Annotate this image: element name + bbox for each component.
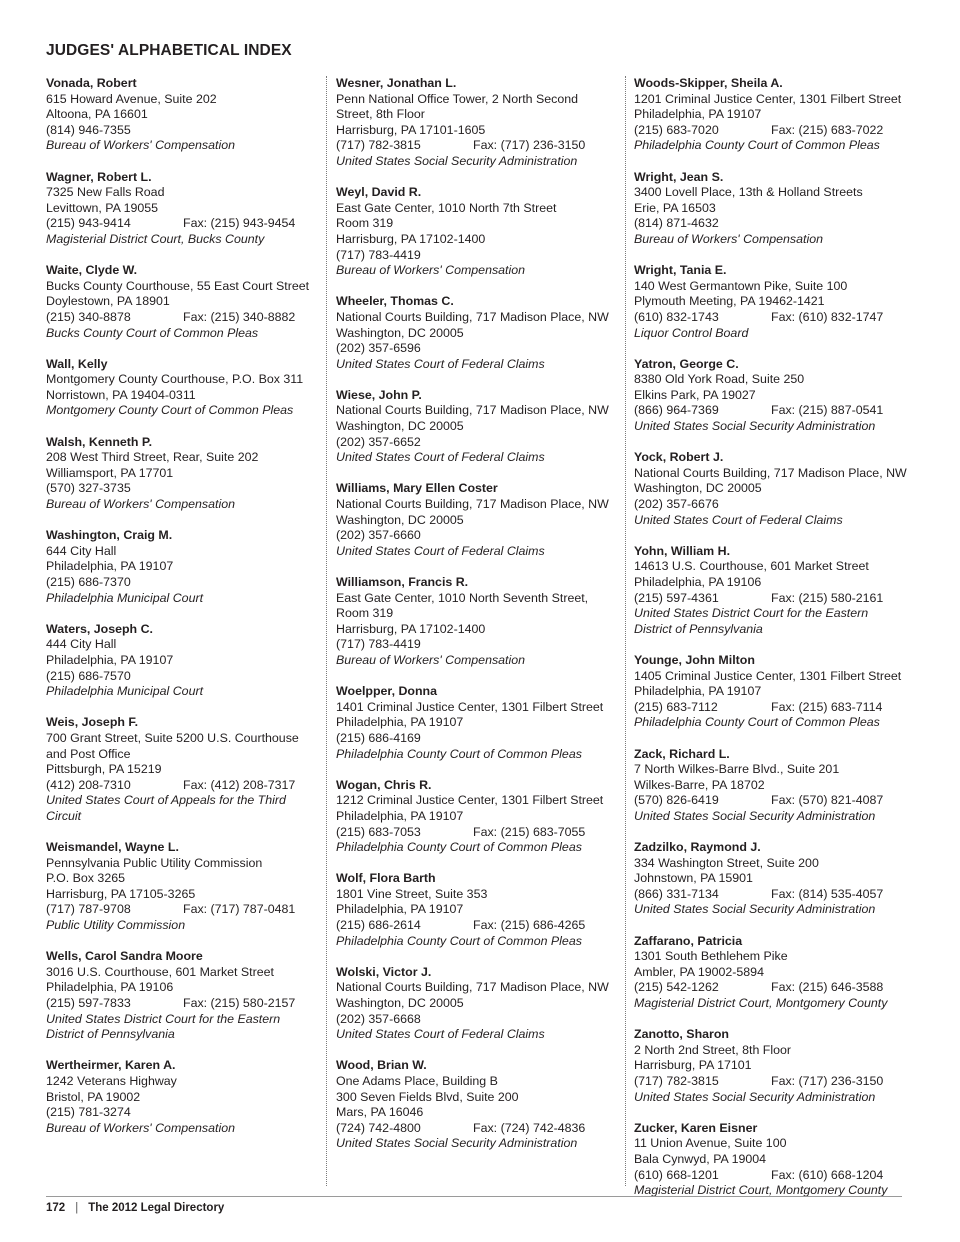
address-line: (814) 871-4632: [634, 216, 719, 231]
court-name: Public Utility Commission: [46, 918, 186, 933]
address-line: Plymouth Meeting, PA 19462-1421: [634, 294, 825, 309]
address-line: Philadelphia, PA 19107: [634, 684, 762, 699]
court-name: United States Court of Federal Claims: [336, 356, 545, 371]
judge-name: Waite, Clyde W.: [46, 263, 138, 278]
address-line: Norristown, PA 19404-0311: [46, 387, 196, 402]
judge-entry: [46, 528, 326, 606]
address-line: 334 Washington Street, Suite 200: [634, 855, 819, 870]
page-number: 172: [46, 1202, 66, 1214]
court-name: Magisterial District Court, Montgomery County: [634, 1183, 888, 1198]
fax-number: Fax: (717) 236-3150: [771, 1074, 884, 1088]
phone-number: (570) 826-6419: [634, 793, 719, 808]
address-line: Philadelphia, PA 19107: [46, 652, 174, 667]
address-line: Erie, PA 16503: [634, 200, 716, 215]
phone-number: (610) 832-1743: [634, 309, 719, 324]
court-name: Bureau of Workers' Compensation: [46, 497, 235, 512]
publication-title: The 2012 Legal Directory: [88, 1202, 225, 1214]
judge-entry: [46, 949, 326, 1043]
judge-name: Wright, Tania E.: [634, 263, 727, 278]
judge-name: Yohn, William H.: [634, 543, 731, 558]
judge-name: Wall, Kelly: [46, 356, 108, 371]
address-line: 300 Seven Fields Blvd, Suite 200: [336, 1089, 519, 1104]
address-line: National Courts Building, 717 Madison Place, NW: [336, 980, 609, 995]
phone-number: (717) 782-3815: [336, 138, 421, 153]
judge-name: Zadzilko, Raymond J.: [634, 840, 761, 855]
address-line: 1801 Vine Street, Suite 353: [336, 886, 488, 901]
court-name: United States Court of Federal Claims: [336, 543, 545, 558]
court-name: United States Court of Appeals for the Third Circuit: [46, 793, 286, 823]
phone-number: (215) 597-7833: [46, 996, 131, 1011]
address-line: Mars, PA 16046: [336, 1105, 424, 1120]
phone-fax-row: [634, 1168, 904, 1184]
judge-name: Wolski, Victor J.: [336, 964, 432, 979]
phone-number: (215) 597-4361: [634, 590, 719, 605]
phone-number: (215) 683-7020: [634, 122, 719, 137]
phone-fax-row: [336, 918, 625, 934]
address-line: Williamsport, PA 17701: [46, 465, 174, 480]
column-1: [46, 76, 326, 1186]
judge-entry: [634, 1121, 904, 1199]
address-line: Washington, DC 20005: [336, 325, 464, 340]
address-line: (215) 686-4169: [336, 730, 421, 745]
court-name: Bureau of Workers' Compensation: [336, 263, 526, 278]
address-line: East Gate Center, 1010 North Seventh Street,: [336, 590, 589, 605]
address-line: 1212 Criminal Justice Center, 1301 Filbert Street: [336, 793, 604, 808]
address-line: Philadelphia, PA 19106: [634, 575, 762, 589]
judge-name: Weis, Joseph F.: [46, 715, 139, 730]
judge-entry: [634, 76, 904, 154]
judge-name: Woods-Skipper, Sheila A.: [634, 76, 783, 90]
judge-name: Younge, John Milton: [634, 652, 755, 667]
address-line: Elkins Park, PA 19027: [634, 387, 756, 402]
address-line: (202) 357-6596: [336, 341, 421, 356]
court-name: Philadelphia County Court of Common Pleas: [336, 840, 582, 855]
address-line: Pittsburgh, PA 15219: [46, 762, 162, 777]
judge-entry: [634, 263, 904, 341]
address-line: (202) 357-6652: [336, 434, 421, 449]
court-name: Liquor Control Board: [634, 325, 749, 340]
phone-fax-row: [336, 1121, 625, 1137]
address-line: 444 City Hall: [46, 637, 117, 652]
address-line: Harrisburg, PA 17102-1400: [336, 231, 486, 246]
judge-name: Wells, Carol Sandra Moore: [46, 949, 203, 964]
address-line: (814) 946-7355: [46, 122, 131, 137]
fax-number: Fax: (215) 683-7022: [771, 122, 884, 137]
court-name: Bucks County Court of Common Pleas: [46, 325, 259, 340]
judge-entry: [336, 575, 625, 669]
phone-fax-row: [336, 825, 625, 841]
address-line: Pennsylvania Public Utility Commission: [46, 855, 263, 870]
judge-name: Zanotto, Sharon: [634, 1027, 729, 1042]
address-line: Bristol, PA 19002: [46, 1089, 141, 1104]
address-line: (202) 357-6676: [634, 497, 719, 512]
address-line: National Courts Building, 717 Madison Place, NW: [336, 403, 609, 418]
court-name: Philadelphia County Court of Common Pleas: [336, 746, 582, 761]
address-line: National Courts Building, 717 Madison Place, NW: [336, 497, 609, 512]
judge-entry: [336, 1058, 625, 1152]
judge-name: Wolf, Flora Barth: [336, 871, 436, 886]
phone-number: (215) 683-7112: [634, 699, 718, 714]
fax-number: Fax: (215) 943-9454: [183, 216, 296, 231]
judge-entry: [634, 934, 904, 1012]
fax-number: Fax: (814) 535-4057: [771, 886, 884, 901]
address-line: Harrisburg, PA 17102-1400: [336, 621, 486, 636]
phone-number: (866) 964-7369: [634, 403, 719, 418]
fax-number: Fax: (610) 668-1204: [771, 1167, 884, 1182]
fax-number: Fax: (215) 686-4265: [473, 918, 586, 933]
fax-number: Fax: (215) 646-3588: [771, 980, 884, 995]
address-line: 14613 U.S. Courthouse, 601 Market Street: [634, 559, 869, 574]
address-line: 7 North Wilkes-Barre Blvd., Suite 201: [634, 762, 840, 777]
fax-number: Fax: (215) 887-0541: [771, 403, 884, 418]
judge-entry: [46, 170, 326, 248]
court-name: Philadelphia County Court of Common Pleas: [634, 715, 880, 730]
judge-entry: [46, 1058, 326, 1136]
court-name: Bureau of Workers' Compensation: [46, 1120, 235, 1135]
address-line: and Post Office: [46, 746, 131, 761]
address-line: 2 North 2nd Street, 8th Floor: [634, 1042, 792, 1057]
address-line: 644 City Hall: [46, 543, 117, 558]
address-line: 7325 New Falls Road: [46, 185, 165, 200]
address-line: 1301 South Bethlehem Pike: [634, 949, 788, 964]
address-line: Bucks County Courthouse, 55 East Court Street: [46, 278, 310, 293]
address-line: 1401 Criminal Justice Center, 1301 Filbert Street: [336, 699, 604, 714]
address-line: Harrisburg, PA 17101-1605: [336, 122, 486, 137]
address-line: (202) 357-6668: [336, 1011, 421, 1026]
judge-name: Williamson, Francis R.: [336, 575, 469, 589]
judge-name: Wood, Brian W.: [336, 1058, 427, 1073]
judge-entry: [336, 778, 625, 856]
court-name: United States Court of Federal Claims: [634, 512, 843, 527]
address-line: Wilkes-Barre, PA 18702: [634, 777, 765, 792]
phone-number: (215) 686-2614: [336, 918, 421, 933]
judge-name: Wagner, Robert L.: [46, 169, 152, 184]
court-name: Philadelphia Municipal Court: [46, 684, 204, 699]
judge-entry: [46, 715, 326, 824]
phone-number: (215) 943-9414: [46, 216, 131, 231]
judge-name: Zucker, Karen Eisner: [634, 1120, 758, 1135]
court-name: Bureau of Workers' Compensation: [46, 138, 235, 153]
address-line: Philadelphia, PA 19107: [336, 715, 464, 730]
judge-entry: [46, 357, 326, 419]
fax-number: Fax: (717) 236-3150: [473, 138, 586, 153]
judge-name: Wiese, John P.: [336, 387, 422, 402]
fax-number: Fax: (215) 580-2161: [771, 590, 884, 605]
address-line: Street, 8th Floor: [336, 107, 425, 122]
address-line: National Courts Building, 717 Madison Place, NW: [634, 465, 907, 480]
address-line: 208 West Third Street, Rear, Suite 202: [46, 450, 259, 465]
judge-name: Vonada, Robert: [46, 76, 137, 90]
judge-entry: [336, 294, 625, 372]
judge-name: Washington, Craig M.: [46, 528, 173, 543]
phone-number: (610) 668-1201: [634, 1167, 719, 1182]
judge-name: Walsh, Kenneth P.: [46, 434, 153, 449]
court-name: Bureau of Workers' Compensation: [336, 652, 526, 667]
phone-fax-row: [634, 591, 904, 607]
court-name: United States Social Security Administration: [634, 419, 876, 434]
judge-entry: [336, 481, 625, 559]
judge-entry: [336, 871, 625, 949]
judge-name: Yock, Robert J.: [634, 450, 724, 465]
address-line: Philadelphia, PA 19107: [46, 559, 174, 574]
fax-number: Fax: (610) 832-1747: [771, 309, 884, 324]
address-line: 1242 Veterans Highway: [46, 1074, 177, 1088]
phone-fax-row: [634, 793, 904, 809]
address-line: Doylestown, PA 18901: [46, 294, 170, 309]
address-line: Washington, DC 20005: [634, 481, 762, 496]
judge-entry: [46, 76, 326, 154]
phone-fax-row: [46, 996, 326, 1012]
address-line: Room 319: [336, 216, 394, 231]
court-name: United States Social Security Administration: [634, 808, 876, 823]
judge-entry: [46, 435, 326, 513]
fax-number: Fax: (717) 787-0481: [183, 902, 296, 917]
judge-name: Zack, Richard L.: [634, 746, 730, 761]
address-line: 140 West Germantown Pike, Suite 100: [634, 278, 848, 293]
judge-entry: [634, 544, 904, 638]
address-line: (215) 686-7570: [46, 668, 131, 683]
phone-fax-row: [634, 980, 904, 996]
judge-entry: [634, 450, 907, 528]
address-line: (717) 783-4419: [336, 637, 421, 652]
court-name: United States District Court for the Eastern District of Pennsylvania: [634, 606, 869, 636]
judge-entry: [634, 840, 904, 918]
court-name: Bureau of Workers' Compensation: [634, 231, 823, 246]
address-line: 1405 Criminal Justice Center, 1301 Filbert Street: [634, 668, 902, 683]
address-line: One Adams Place, Building B: [336, 1074, 498, 1088]
fax-number: Fax: (570) 821-4087: [771, 793, 884, 808]
phone-fax-row: [336, 138, 625, 154]
address-line: Harrisburg, PA 17105-3265: [46, 886, 196, 901]
judge-name: Wogan, Chris R.: [336, 777, 432, 792]
judge-entry: [336, 185, 625, 279]
judge-name: Woelpper, Donna: [336, 684, 438, 699]
address-line: Harrisburg, PA 17101: [634, 1058, 752, 1073]
judge-name: Wesner, Jonathan L.: [336, 76, 457, 90]
address-line: (570) 327-3735: [46, 481, 131, 496]
address-line: 700 Grant Street, Suite 5200 U.S. Courthouse: [46, 730, 299, 745]
address-line: Altoona, PA 16601: [46, 107, 148, 122]
fax-number: Fax: (215) 683-7114: [771, 699, 883, 714]
address-line: Room 319: [336, 606, 394, 621]
address-line: Levittown, PA 19055: [46, 200, 159, 215]
judge-entry: [634, 653, 904, 731]
judge-entry: [46, 622, 326, 700]
court-name: Philadelphia County Court of Common Pleas: [634, 138, 880, 153]
phone-number: (215) 542-1262: [634, 980, 719, 995]
address-line: 615 Howard Avenue, Suite 202: [46, 91, 217, 106]
judge-name: Zaffarano, Patricia: [634, 933, 743, 948]
court-name: Magisterial District Court, Montgomery County: [634, 996, 888, 1011]
address-line: Philadelphia, PA 19107: [634, 107, 762, 122]
address-line: Penn National Office Tower, 2 North Second: [336, 91, 579, 106]
page-title: JUDGES' ALPHABETICAL INDEX: [46, 42, 292, 59]
address-line: P.O. Box 3265: [46, 871, 125, 886]
judge-entry: [634, 170, 904, 248]
judge-entry: [46, 263, 326, 341]
judge-entry: [634, 1027, 904, 1105]
judge-entry: [634, 357, 904, 435]
address-line: 8380 Old York Road, Suite 250: [634, 372, 805, 387]
judge-name: Williams, Mary Ellen Coster: [336, 481, 498, 496]
phone-fax-row: [634, 403, 904, 419]
judge-name: Wheeler, Thomas C.: [336, 294, 454, 309]
court-name: Philadelphia County Court of Common Pleas: [336, 933, 582, 948]
court-name: United States Social Security Administration: [634, 902, 876, 917]
index-columns: [46, 76, 907, 1198]
judge-name: Wright, Jean S.: [634, 169, 724, 184]
address-line: Johnstown, PA 15901: [634, 871, 753, 886]
court-name: Philadelphia Municipal Court: [46, 590, 204, 605]
phone-fax-row: [46, 216, 326, 232]
phone-number: (412) 208-7310: [46, 777, 131, 792]
column-3: [625, 76, 907, 1198]
court-name: United States Social Security Administration: [336, 153, 578, 168]
court-name: United States District Court for the Eastern District of Pennsylvania: [46, 1011, 281, 1042]
judge-name: Wertheirmer, Karen A.: [46, 1058, 176, 1073]
address-line: Ambler, PA 19002-5894: [634, 964, 764, 979]
address-line: Washington, DC 20005: [336, 512, 464, 527]
fax-number: Fax: (215) 340-8882: [183, 309, 296, 324]
address-line: Philadelphia, PA 19107: [336, 808, 464, 823]
address-line: 11 Union Avenue, Suite 100: [634, 1136, 787, 1151]
judge-entry: [336, 76, 625, 170]
footer-rule: [46, 1196, 902, 1197]
address-line: (717) 783-4419: [336, 247, 421, 262]
court-name: United States Social Security Administration: [634, 1089, 876, 1104]
court-name: United States Social Security Administration: [336, 1136, 578, 1151]
court-name: United States Court of Federal Claims: [336, 1027, 545, 1042]
page-footer: [46, 1202, 224, 1214]
judge-name: Waters, Joseph C.: [46, 621, 153, 636]
address-line: (215) 781-3274: [46, 1105, 131, 1120]
address-line: East Gate Center, 1010 North 7th Street: [336, 200, 557, 215]
phone-number: (724) 742-4800: [336, 1120, 421, 1135]
court-name: Montgomery County Court of Common Pleas: [46, 403, 294, 418]
address-line: Washington, DC 20005: [336, 419, 464, 434]
court-name: United States Court of Federal Claims: [336, 450, 545, 465]
address-line: Washington, DC 20005: [336, 996, 464, 1011]
judge-entry: [336, 684, 625, 762]
address-line: 3016 U.S. Courthouse, 601 Market Street: [46, 964, 274, 979]
judge-name: Yatron, George C.: [634, 356, 739, 371]
phone-number: (866) 331-7134: [634, 886, 719, 901]
column-2: [326, 76, 625, 1186]
phone-number: (717) 782-3815: [634, 1074, 719, 1088]
phone-fax-row: [634, 1074, 904, 1090]
phone-number: (215) 340-8878: [46, 309, 131, 324]
address-line: 1201 Criminal Justice Center, 1301 Filbert Street: [634, 91, 902, 106]
address-line: National Courts Building, 717 Madison Place, NW: [336, 309, 609, 324]
fax-number: Fax: (724) 742-4836: [473, 1120, 586, 1135]
address-line: Bala Cynwyd, PA 19004: [634, 1151, 767, 1166]
address-line: (202) 357-6660: [336, 528, 421, 543]
address-line: Montgomery County Courthouse, P.O. Box 311: [46, 372, 304, 387]
judge-name: Weismandel, Wayne L.: [46, 840, 179, 855]
phone-fax-row: [634, 123, 904, 139]
address-line: (215) 686-7370: [46, 575, 131, 589]
fax-number: Fax: (215) 683-7055: [473, 824, 586, 839]
phone-number: (215) 683-7053: [336, 824, 421, 839]
address-line: Philadelphia, PA 19107: [336, 902, 464, 917]
judge-entry: [46, 840, 326, 934]
phone-fax-row: [46, 902, 326, 918]
phone-fax-row: [634, 887, 904, 903]
footer-separator: |: [75, 1202, 79, 1214]
phone-number: (717) 787-9708: [46, 902, 131, 917]
judge-entry: [336, 965, 625, 1043]
court-name: Magisterial District Court, Bucks County: [46, 231, 265, 246]
phone-fax-row: [46, 778, 326, 794]
address-line: 3400 Lovell Place, 13th & Holland Streets: [634, 185, 863, 200]
judge-name: Weyl, David R.: [336, 185, 422, 200]
judge-entry: [336, 388, 625, 466]
fax-number: Fax: (412) 208-7317: [183, 777, 296, 792]
fax-number: Fax: (215) 580-2157: [183, 996, 296, 1011]
address-line: Philadelphia, PA 19106: [46, 980, 174, 995]
judge-entry: [634, 747, 904, 825]
phone-fax-row: [634, 310, 904, 326]
phone-fax-row: [46, 310, 326, 326]
phone-fax-row: [634, 700, 904, 716]
